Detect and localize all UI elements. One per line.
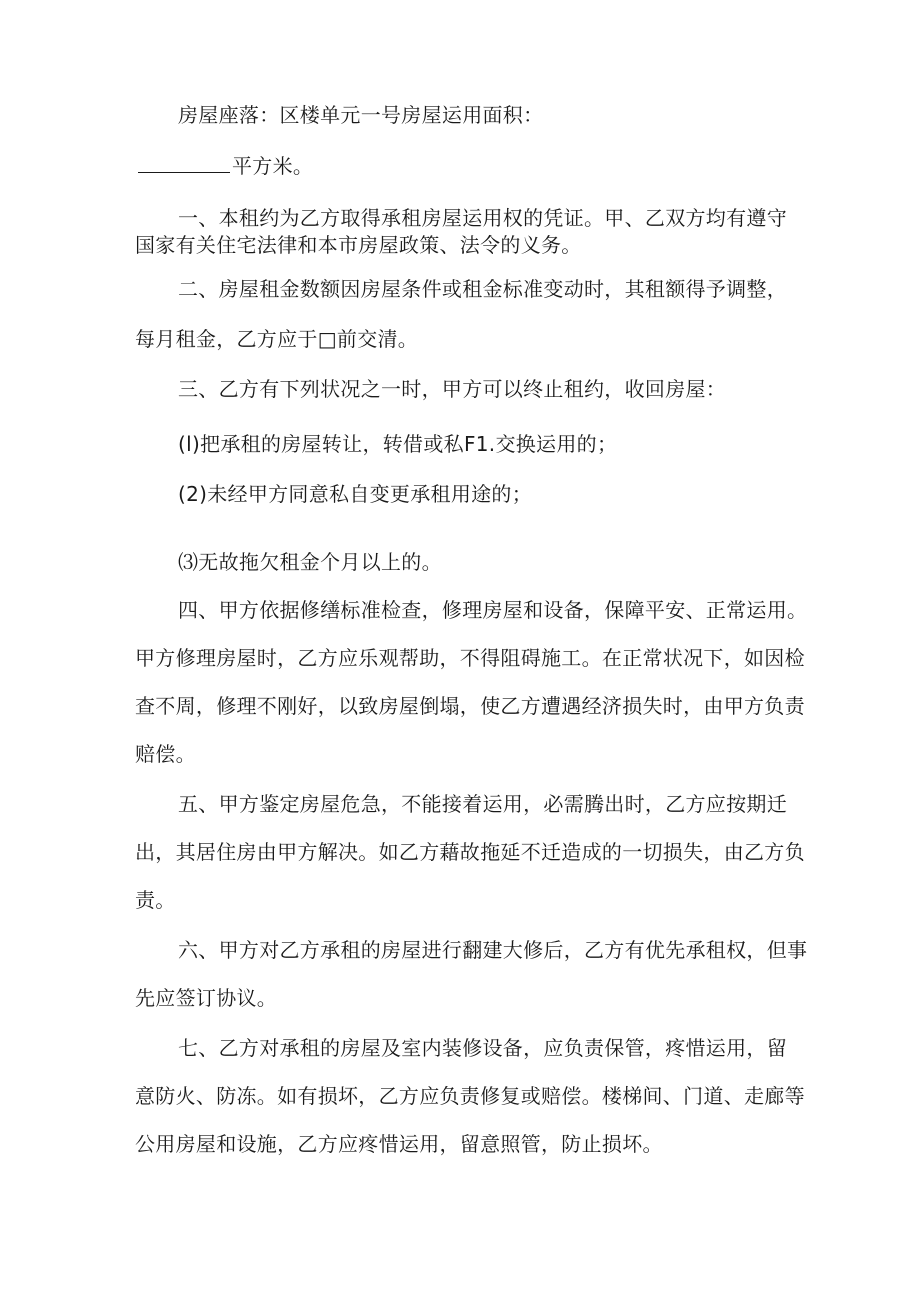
clause-4-line-3: 查不周，修理不刚好，以致房屋倒塌，使乙方遭遇经济损失时，由甲方负责	[135, 694, 805, 718]
clause-4-line-1: 四、甲方依据修缮标准检查，修理房屋和设备，保障平安、正常运用。	[178, 598, 808, 622]
area-unit: 平方米。	[232, 154, 314, 178]
clause-5-line-3: 责。	[135, 888, 176, 912]
clause-2-line-1: 二、房屋租金数额因房屋条件或租金标准变动时，其租额得予调整，	[178, 277, 787, 301]
clause-6-line-1: 六、甲方对乙方承租的房屋进行翻建大修后，乙方有优先承租权，但事	[178, 938, 808, 962]
clause-3-item-3: ⑶无故拖欠租金个月以上的。	[178, 550, 442, 574]
clause-1-line-2: 国家有关住宅法律和本市房屋政策、法令的义务。	[135, 233, 582, 257]
clause-6-line-2: 先应签订协议。	[135, 986, 278, 1010]
clause-3-item-1: (l)把承租的房屋转让，转借或私F1.交换运用的；	[178, 432, 618, 456]
clause-5-line-1: 五、甲方鉴定房屋危急，不能接着运用，必需腾出时，乙方应按期迁	[178, 792, 787, 816]
area-line	[138, 153, 313, 179]
clause-7-line-3: 公用房屋和设施，乙方应疼惜运用，留意照管，防止损坏。	[135, 1132, 663, 1156]
clause-7-line-2: 意防火、防冻。如有损坏，乙方应负责修复或赔偿。楼梯间、门道、走廊等	[135, 1084, 805, 1108]
area-blank	[138, 154, 230, 173]
clause-4-line-2: 甲方修理房屋时，乙方应乐观帮助，不得阻碍施工。在正常状况下，如因检	[135, 646, 805, 670]
clause-4-line-4: 赔偿。	[135, 742, 196, 766]
clause-3-line-1: 三、乙方有下列状况之一时，甲方可以终止租约，收回房屋：	[178, 377, 727, 401]
clause-2-line-2: 每月租金，乙方应于□前交清。	[135, 327, 419, 351]
clause-3-item-2: (2)未经甲方同意私自变更承租用途的；	[178, 482, 533, 506]
clause-1-line-1: 一、本租约为乙方取得承租房屋运用权的凭证。甲、乙双方均有遵守	[178, 206, 787, 230]
address-line: 房屋座落：区楼单元一号房屋运用面积：	[178, 103, 544, 127]
clause-7-line-1: 七、乙方对承租的房屋及室内装修设备，应负责保管，疼惜运用，留	[178, 1036, 787, 1060]
clause-5-line-2: 出，其居住房由甲方解决。如乙方藉故拖延不迁造成的一切损失，由乙方负	[135, 840, 805, 864]
